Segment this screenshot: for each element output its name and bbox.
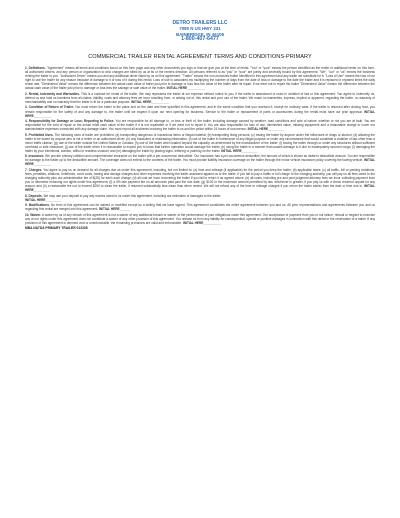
section-heading: 1. Definitions. [25, 66, 46, 71]
section-text: You are responsible for all damage to, or loss or theft of, the trailer, including damage caused by weather, road conditions and acts of nature, whether or not you are at fault. You are responsible for the cost of repair or the actual retail cash value of the trailer if it is not repairable or if we elect not to repair it. You are also responsible for loss of use, diminished value, missing equipment and a reasonable charge to cover our administrative expenses connected with any damage claim. You must report all accidents involving the trailer to us and the police within 24 hours of occurrence. [25, 119, 375, 132]
company-header [25, 0, 375, 42]
section-text: You must return the trailer to the place and on the date and time specified in this agreement, and in the same condition that you received it, except for ordinary wear. If the trailer is returned after closing hour, you remain responsible for the safety of and any damage to, the trailer until we inspect it upon our next opening for business. Service to the trailer or replacement of parts or accessories during the rental must have our prior approval. [25, 105, 375, 114]
section-text: We provide primary collision and comprehensive insurance on the trailer with a per-occurrence deductible. Our insurance has a per-occurrence deductible, the amount of which is shown as dealer's deductible amount. You are responsible for damage to the trailer up to the deductible amount. The coverage does not extend to the contents of the trailer. You must provide liability insurance coverage on the trailer through the motor vehicle insurance policy covering the towing vehicle. [25, 154, 375, 163]
initial-blank-line[interactable]: ______ [119, 207, 131, 212]
section-text: "Agreement" means all terms and conditions found on this form page and any other documents you sign or that we give you at the time of rental. "You" or "your" means the person identified as the renter or additional renter on this form, all authorized drivers, and any person or organization to who charges are billed by us at its or the renters direction. All persons referred to as "you" or "your" are jointly and severally bound by this agreement. "We", "our" or "us" means the business renting the trailer to you. "Authorized Driver" means you and any additional driver listed by us on this agreement. "Trailer" means the non-motorized trailer identified in this agreement and any trailer we substitute for it. "Loss of Use" means the loss of our right to use the trailer for any reason because of damage to it or loss of it during this rental. Loss of use is calculated my multiplying the number of days from the date of loss or damage to the date the trailer and it is replaced or repaired times the daily rental rate. "Diminished Value" means the difference between the actual cash value of trailer just prior to damage or loss less the value of the trailer after its repair. If we elect not to repair the trailer "Diminished Value" means the difference between the actual cash value of the trailer just prior to damage or loss less the salvage or sale value of the trailer. [25, 66, 376, 91]
form-code: MBA NATDA PRIMARY TRAILER 012308 [25, 226, 88, 231]
terms-body [25, 66, 375, 225]
initial-here-label: INITIAL HERE [182, 220, 204, 225]
section-heading: 9. Modifications. [25, 203, 50, 208]
company-address-line2: BAINBRIDGE, IN 46105 [175, 31, 225, 37]
terms-section [25, 194, 375, 202]
section-heading: 8. Deposits. [25, 193, 43, 198]
initial-here-label: INITIAL HERE [25, 109, 375, 118]
initial-blank-line[interactable]: _________ [33, 188, 50, 193]
terms-section [25, 154, 375, 166]
section-heading: 3. Condition of Return of Trailer. [25, 105, 74, 110]
document-title: COMMERCIAL TRAILER RENTAL AGREEMENT TERMS AND CONDITIONS-PRIMARY [88, 54, 312, 61]
terms-section [25, 203, 375, 211]
initial-here-label: INITIAL HERE [25, 197, 46, 202]
terms-section [25, 213, 375, 225]
terms-section [25, 133, 375, 153]
terms-section [25, 66, 375, 90]
company-phone: 1-800-407-6477 [181, 35, 219, 42]
section-text: We may use your deposit to pay any monies owed to us under this agreement, including our estimates of damages to the trailer. [42, 193, 222, 198]
initial-blank-line[interactable]: __________ [33, 162, 52, 167]
initial-blank-line[interactable]: __________ [187, 86, 205, 91]
section-heading: 7. Charges. [25, 167, 43, 172]
section-text: This is a contract for rental of the trailer. We may repossess the trailer at our expense without notice to you, if the trailer is abandoned or used in violation of law or this agreement. You agree to indemnify us, defend us and hold us harmless from all claims, liability, costs and attorney fees we incur resulting from, or arising out of, this rental and your use of the trailer. We make no warranties, express, implied or apparent, regarding the trailer, no warranty of merchantability and no warranty that the trailer is fit for a particular purpose. [25, 91, 376, 104]
initial-here-label: INITIAL HERE [99, 207, 120, 212]
initial-here-label: INITIAL HERE [247, 127, 269, 132]
terms-section [25, 92, 375, 104]
section-heading: 10. Waiver. [25, 212, 42, 217]
initial-blank-line[interactable]: _________ [268, 127, 284, 132]
section-text: No term of this agreement can be waived or modified except by a writing that we have signed. This agreement constitutes the entire agreement between you and us. All prior representations and agreements between you and us regarding this rental are merged into this agreement. [25, 203, 375, 212]
initial-blank-line[interactable]: __________ [33, 113, 52, 118]
initial-blank-line[interactable]: _________ [241, 148, 258, 153]
initial-blank-line[interactable]: _________ [45, 197, 62, 202]
section-heading: 5. Prohibited Uses. [25, 132, 54, 137]
section-text: The following uses of trailer are prohibited: (a) transporting dangerous or hazardous items or illegal material; (b) transporting living persons; (c) towing the trailer by anyone under the influences of drugs or alcohol; (d) allowing the trailer to be towed by anyone who is not a renter or an authorized driver; (e) any fraudulent or misleading information, (f) use of the trailer in furtherance of any illegal purpose or under any circumstance that would constitute a violation of law other than a minor traffic citation; (g) use of the trailer outside the United States or Canada; (h) use of the trailer when loaded beyond the capacity, as determined by the manufacturer of the trailer; (i) towing the trailer through or under any structures without sufficient overhead or side clearance; (j) use of the trailer when it is reasonable to expect you to know that further operation would damage the trailer; (k) using the trailer in a manner that causes damage to it due to inadequately secured cargo; (l) damaging the trailer by your intentional, wanton, willful or reckless conduct; and (m) damaging the trailer by placing signs, lettering or painting on the trailer. [25, 132, 375, 153]
terms-section [25, 168, 375, 192]
initial-here-label: INITIAL HERE [25, 158, 376, 167]
section-text: You agree to pay us on demand for all charges due us under this agreement, including, but not limited to: (a) time and mileage (if applicable) for the period you keep the trailer; (b) applicable taxes; (c) all traffic, toll or parking violations, fines, penalties, citations, forfeitures, court costs, towing and storage charges and other expenses involving the trailer assessed against us or the trailer. If you fail to pay a traffic or toll charge to the charging authority, you will pay us all fees owed to the charging authority plus our administrative fee of $(25) for each such charge; (d) all cost we incur recovering the trailer if you fail to return it as agreed above; (e) all costs, including pre and post judgment attorney fees we incur collecting payment from you or otherwise enforcing our rights under this agreement; (f) a 5% late payment fee on all amounts paid past the due date; (g) $100 or the maximum amount permitted by law, whichever is greater, if you pay us with a check returned unpaid for any reason; and (h) a reasonable fee not to exceed $200 to clean the trailer, if returned substantially less clean than when rented. We will not refund any of the time or mileage charges if you return the trailer earlier than the date or time due in. [25, 167, 375, 189]
company-address-line1: 7080 N US HWY 231 [179, 26, 221, 32]
initial-here-label: INITIAL HERE [130, 100, 152, 104]
initial-here-label: INITIAL HERE [221, 148, 242, 153]
initial-here-label: INITIAL HERE [166, 86, 188, 91]
company-name: DETRO TRAILERS LLC [172, 20, 228, 26]
section-heading: 6. Insurance. [25, 154, 45, 159]
initial-blank-line[interactable]: __________ [203, 220, 221, 225]
terms-section [25, 105, 375, 117]
terms-section [25, 119, 375, 131]
section-heading: 4. Responsibility for Damage or Loss; Reporting to Police. [25, 119, 115, 124]
section-text: A waiver by us of any breach of this agreement is not a waiver of any additional breach or waiver of the performance of your obligations under this agreement. Our acceptance of payment from you or our failure, refusal or neglect to exercise any of our rights under this agreement does not constitute a waiver of any other provision of this agreement. You release us from any liability for consequential, special or punitive damages in connection with this rental or the reservation of a trailer. If any provision of this agreement is deemed void or unenforceable, the remaining provisions are valid and enforceable. [25, 212, 375, 225]
section-heading: 2. Rental, Indemnity and Warranties. [25, 91, 80, 96]
initial-blank-line[interactable]: __________ [151, 100, 169, 104]
initial-here-label: INITIAL HERE [25, 184, 375, 193]
